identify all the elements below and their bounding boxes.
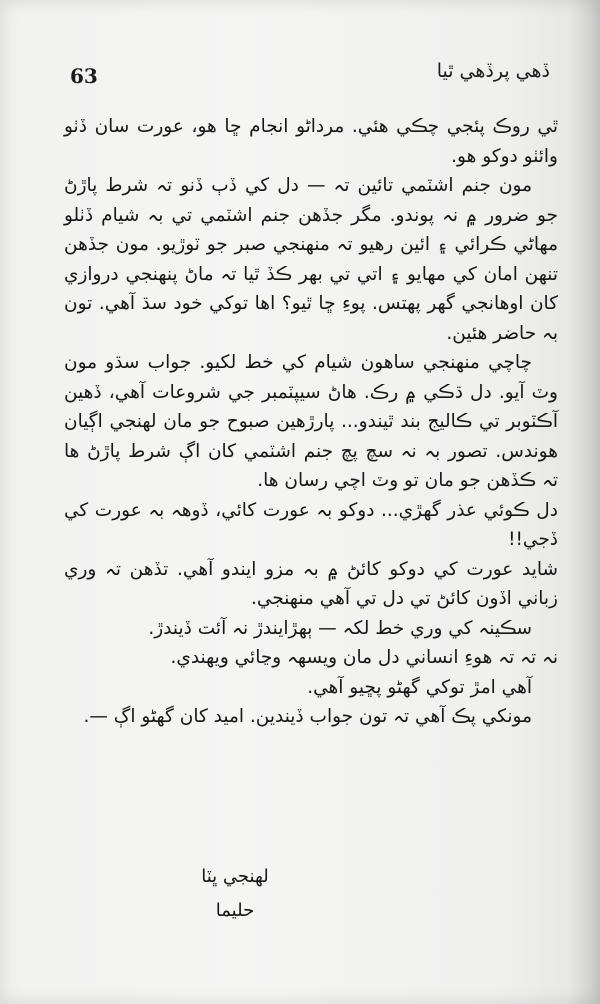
paragraph: مونکي پڪ آهي تہ تون جواب ڏيندين. اميد کان گهڻو اڳ —. [83,706,532,727]
paragraph: چاچي منهنجي ساهون شيام کي خط لکيو. جواب سڌو مون وٽ آيو. دل ڌڪي ۾ رڪ. هاڻ سيپٽمبر جي شروعات آهي، ڏهين آڪٽوبر تي ڪاليج بند ٿيندو... پارڙهين صبوح جو مان لهنجي اڳيان هوندس. تصور بہ نہ سچ پچ جنم اشٽمي کان اڳ شرط پاڙڻ ها تہ ڪڏهن جو مان تو وٽ اچي رسان ها. [64,352,558,491]
running-head: ڏهي پرڏهي ٿيا [436,60,550,82]
page-header [70,54,550,94]
letter-signature [160,862,310,930]
paragraph: سڪينہ کي وري خط لکہ — ٻهڙايندڙ نہ آئت ڏيندڙ. [148,617,532,639]
signature-name: حليما [215,900,255,921]
page-number: 63 [70,64,98,88]
paragraph: دل ڪوئي عذر گهڙي... دوکو بہ عورت کائي، ڏوهہ بہ عورت کي ڏجي!! [64,499,558,550]
letter-body [64,112,558,732]
paragraph: آهي امڙ توکي گهڻو پڇيو آهي. [307,676,532,698]
signature-closing: لهنجي ڀٽا [201,866,269,887]
page-edge-shadow [568,0,600,1004]
paragraph: ٿي روڪ پئجي چڪي هئي. مرداڻو انجام ڇا هو، عورت سان ڏٺو وائٺو دوکو هو. [64,116,558,167]
paragraph: شايد عورت کي دوکو کائڻ ۾ بہ مزو ايندو آهي. تڏهن تہ وري زباني اڏون کائڻ تي دل تي آهي منهنجي. [64,558,558,609]
paragraph: نہ تہ تہ هوءِ انساني دل مان ويسهہ وڃائي ويهندي. [170,647,558,668]
paragraph: مون جنم اشٽمي تائين تہ — دل کي ڏٻ ڏنو تہ شرط پاڙڻ جو ضرور ۾ نہ پوندو. مگر جڏهن جنم اشٽمي تي بہ شيام ڏٺلو مهاڻي ڪرائي ۽ ائين رهيو تہ منهنجي صبر جو ٽوڙيو. مون جڏهن تنهن امان کي مهايو ۽ اتي تي بهر ڪڏ ٿيا تہ ماڻ پنهنجي دروازي کان اوهانجي گهر پهتس. پوءِ ڇا ٿيو؟ اها توکي خود سڌ آهي. تون بہ حاضر هئين. [64,175,558,344]
